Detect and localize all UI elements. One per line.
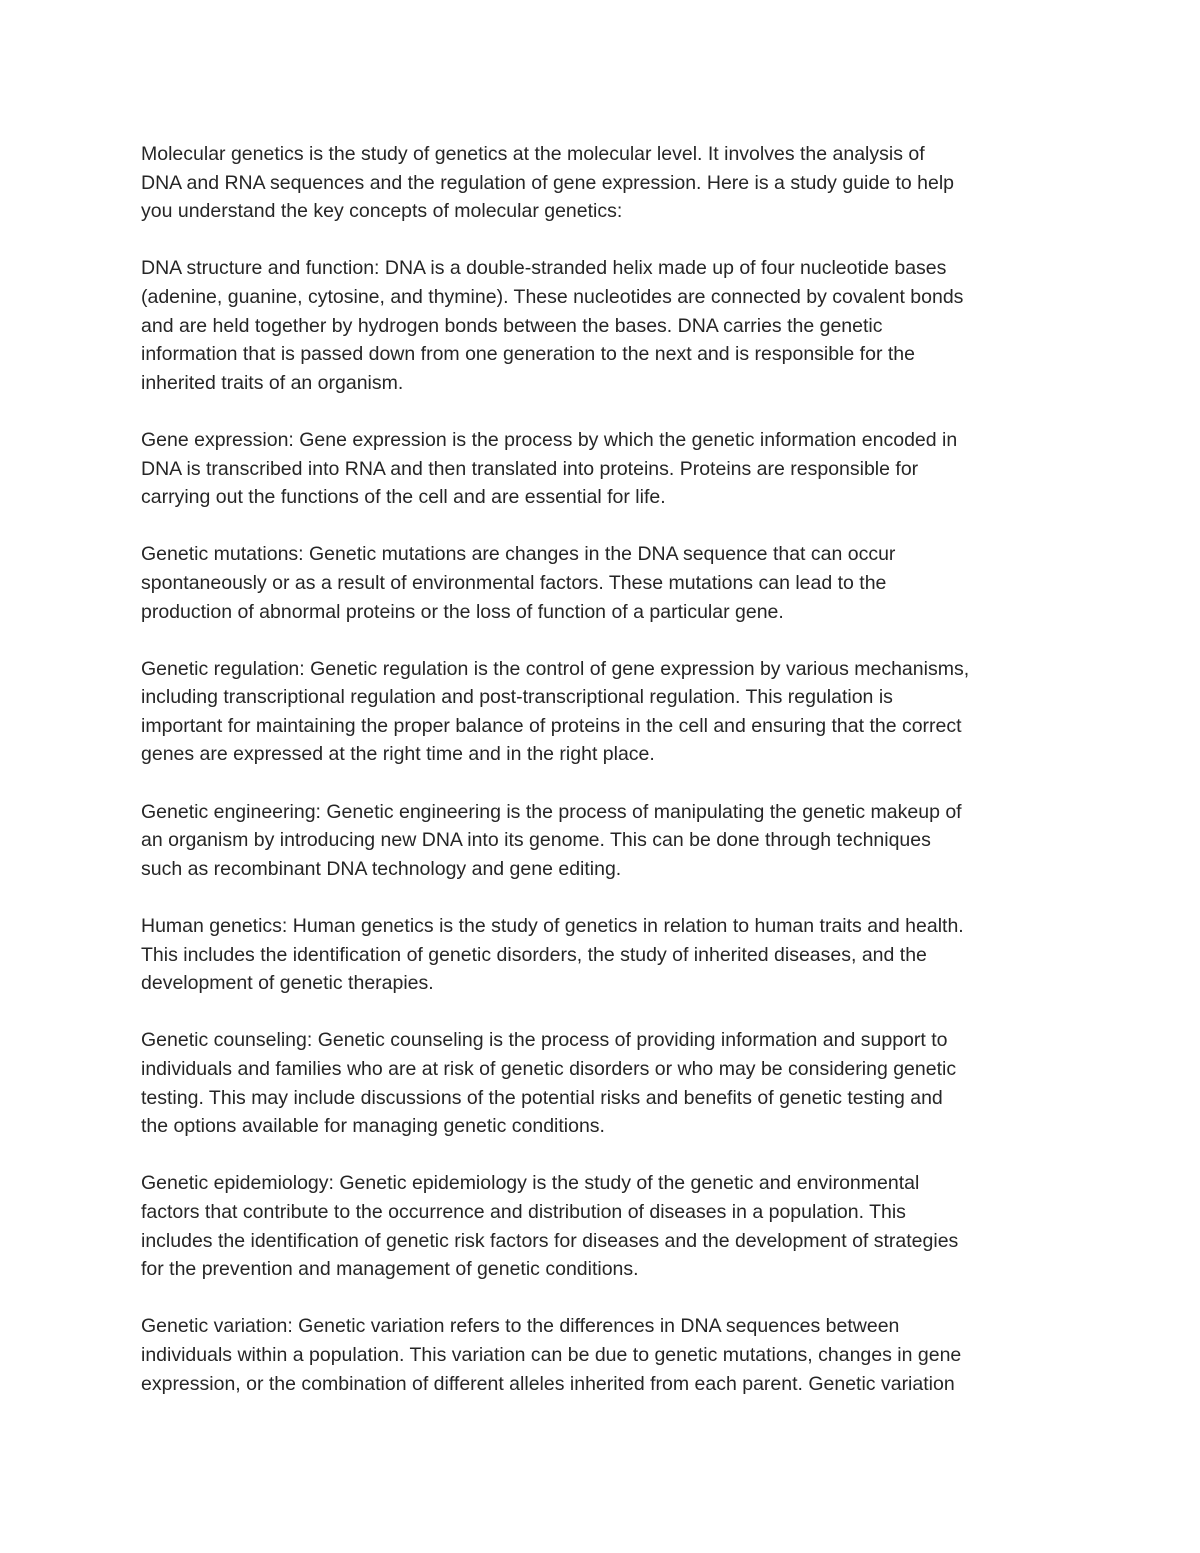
paragraph-gene-expression [141, 426, 1071, 512]
text-line: Genetic variation: Genetic variation refers to the differences in DNA sequences between [141, 1315, 900, 1338]
text-line: including transcriptional regulation and post-transcriptional regulation. This regulation is [141, 686, 893, 709]
text-line: Genetic mutations: Genetic mutations are changes in the DNA sequence that can occur [141, 543, 896, 566]
text-line: for the prevention and management of genetic conditions. [141, 1258, 639, 1281]
text-line: spontaneously or as a result of environmental factors. These mutations can lead to the [141, 571, 887, 594]
text-line: (adenine, guanine, cytosine, and thymine). These nucleotides are connected by covalent bonds [141, 285, 964, 308]
text-line: such as recombinant DNA technology and gene editing. [141, 857, 622, 880]
text-line: DNA is transcribed into RNA and then translated into proteins. Proteins are responsible for [141, 457, 919, 480]
paragraph-human-genetics [141, 912, 1071, 998]
text-line: Human genetics: Human genetics is the study of genetics in relation to human traits and health. [141, 915, 964, 938]
text-line: DNA and RNA sequences and the regulation of gene expression. Here is a study guide to help [141, 171, 955, 194]
paragraph-genetic-regulation [141, 655, 1071, 769]
text-line: the options available for managing genetic conditions. [141, 1115, 605, 1138]
paragraph-genetic-variation [141, 1312, 1071, 1398]
text-line: production of abnormal proteins or the loss of function of a particular gene. [141, 600, 784, 623]
text-line: DNA structure and function: DNA is a double-stranded helix made up of four nucleotide bases [141, 257, 947, 280]
text-line: you understand the key concepts of molecular genetics: [141, 200, 623, 223]
text-line: Genetic epidemiology: Genetic epidemiology is the study of the genetic and environmental [141, 1172, 920, 1195]
text-line: expression, or the combination of different alleles inherited from each parent. Genetic variation [141, 1372, 955, 1395]
text-line: carrying out the functions of the cell and are essential for life. [141, 486, 666, 509]
paragraph-genetic-epidemiology [141, 1169, 1071, 1283]
text-line: and are held together by hydrogen bonds between the bases. DNA carries the genetic [141, 314, 883, 337]
text-line: individuals within a population. This variation can be due to genetic mutations, changes in gene [141, 1343, 962, 1366]
text-line: Genetic counseling: Genetic counseling is the process of providing information and support to [141, 1029, 948, 1052]
paragraph-genetic-engineering [141, 798, 1071, 884]
text-line: important for maintaining the proper balance of proteins in the cell and ensuring that the correct [141, 714, 962, 737]
text-line: development of genetic therapies. [141, 972, 434, 995]
text-line: factors that contribute to the occurrence and distribution of diseases in a population. This [141, 1200, 906, 1223]
text-line: genes are expressed at the right time and in the right place. [141, 743, 655, 766]
text-line: information that is passed down from one generation to the next and is responsible for the [141, 343, 915, 366]
text-line: Genetic engineering: Genetic engineering is the process of manipulating the genetic makeup of [141, 800, 962, 823]
text-line: includes the identification of genetic risk factors for diseases and the development of strategies [141, 1229, 959, 1252]
text-line: Genetic regulation: Genetic regulation is the control of gene expression by various mechanisms, [141, 657, 970, 680]
paragraph-intro [141, 140, 1071, 226]
text-line: inherited traits of an organism. [141, 371, 404, 394]
text-line: testing. This may include discussions of the potential risks and benefits of genetic testing and [141, 1086, 943, 1109]
text-line: Gene expression: Gene expression is the process by which the genetic information encoded in [141, 428, 958, 451]
paragraph-genetic-mutations [141, 540, 1071, 626]
text-line: This includes the identification of genetic disorders, the study of inherited diseases, and the [141, 943, 927, 966]
paragraph-genetic-counseling [141, 1026, 1071, 1140]
document-body [141, 140, 1071, 1427]
text-line: Molecular genetics is the study of genetics at the molecular level. It involves the analysis of [141, 143, 925, 165]
text-line: individuals and families who are at risk of genetic disorders or who may be considering genetic [141, 1058, 957, 1080]
paragraph-dna-structure [141, 254, 1071, 397]
text-line: an organism by introducing new DNA into its genome. This can be done through techniques [141, 829, 931, 852]
